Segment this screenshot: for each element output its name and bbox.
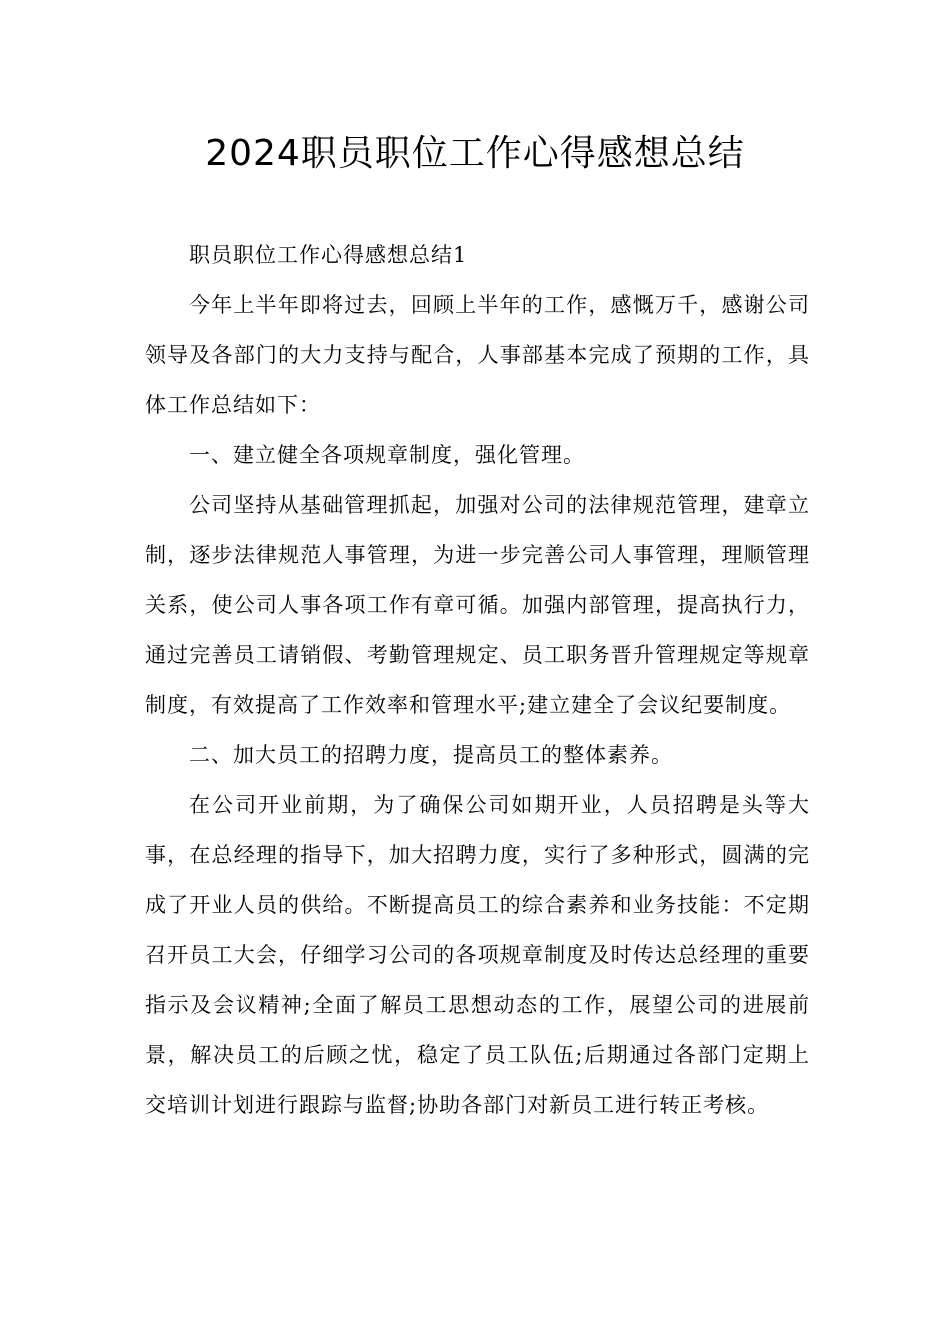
item-paragraph-2: 在公司开业前期，为了确保公司如期开业，人员招聘是头等大事，在总经理的指导下，加大招聘力度，实行了多种形式，圆满的完成了开业人员的供给。不断提高员工的综合素养和业务技能：不定期召开员工大会，仔细学习公司的各项规章制度及时传达总经理的重要指示及会议精神;全面了解员工思想动态的工作，展望公司的进展前景，解决员工的后顾之忧，稳定了员工队伍;后期通过各部门定期上交培训计划进行跟踪与监督;协助各部门对新员工进行转正考核。: [145, 793, 810, 1117]
section-heading: 职员职位工作心得感想总结1: [189, 243, 468, 267]
item-heading-1: 一、建立健全各项规章制度，强化管理。: [189, 443, 585, 467]
item-heading-2: 二、加大员工的招聘力度，提高员工的整体素养。: [189, 743, 673, 767]
document-body: [145, 230, 810, 1130]
intro-paragraph: 今年上半年即将过去，回顾上半年的工作，感慨万千，感谢公司领导及各部门的大力支持与配合，人事部基本完成了预期的工作，具体工作总结如下：: [145, 293, 810, 417]
document-title: 2024职员职位工作心得感想总结: [205, 133, 745, 174]
item-paragraph-1: 公司坚持从基础管理抓起，加强对公司的法律规范管理，建章立制，逐步法律规范人事管理，为进一步完善公司人事管理，理顺管理关系，使公司人事各项工作有章可循。加强内部管理，提高执行力，通过完善员工请销假、考勤管理规定、员工职务晋升管理规定等规章制度，有效提高了工作效率和管理水平;建立建全了会议纪要制度。: [145, 493, 810, 717]
